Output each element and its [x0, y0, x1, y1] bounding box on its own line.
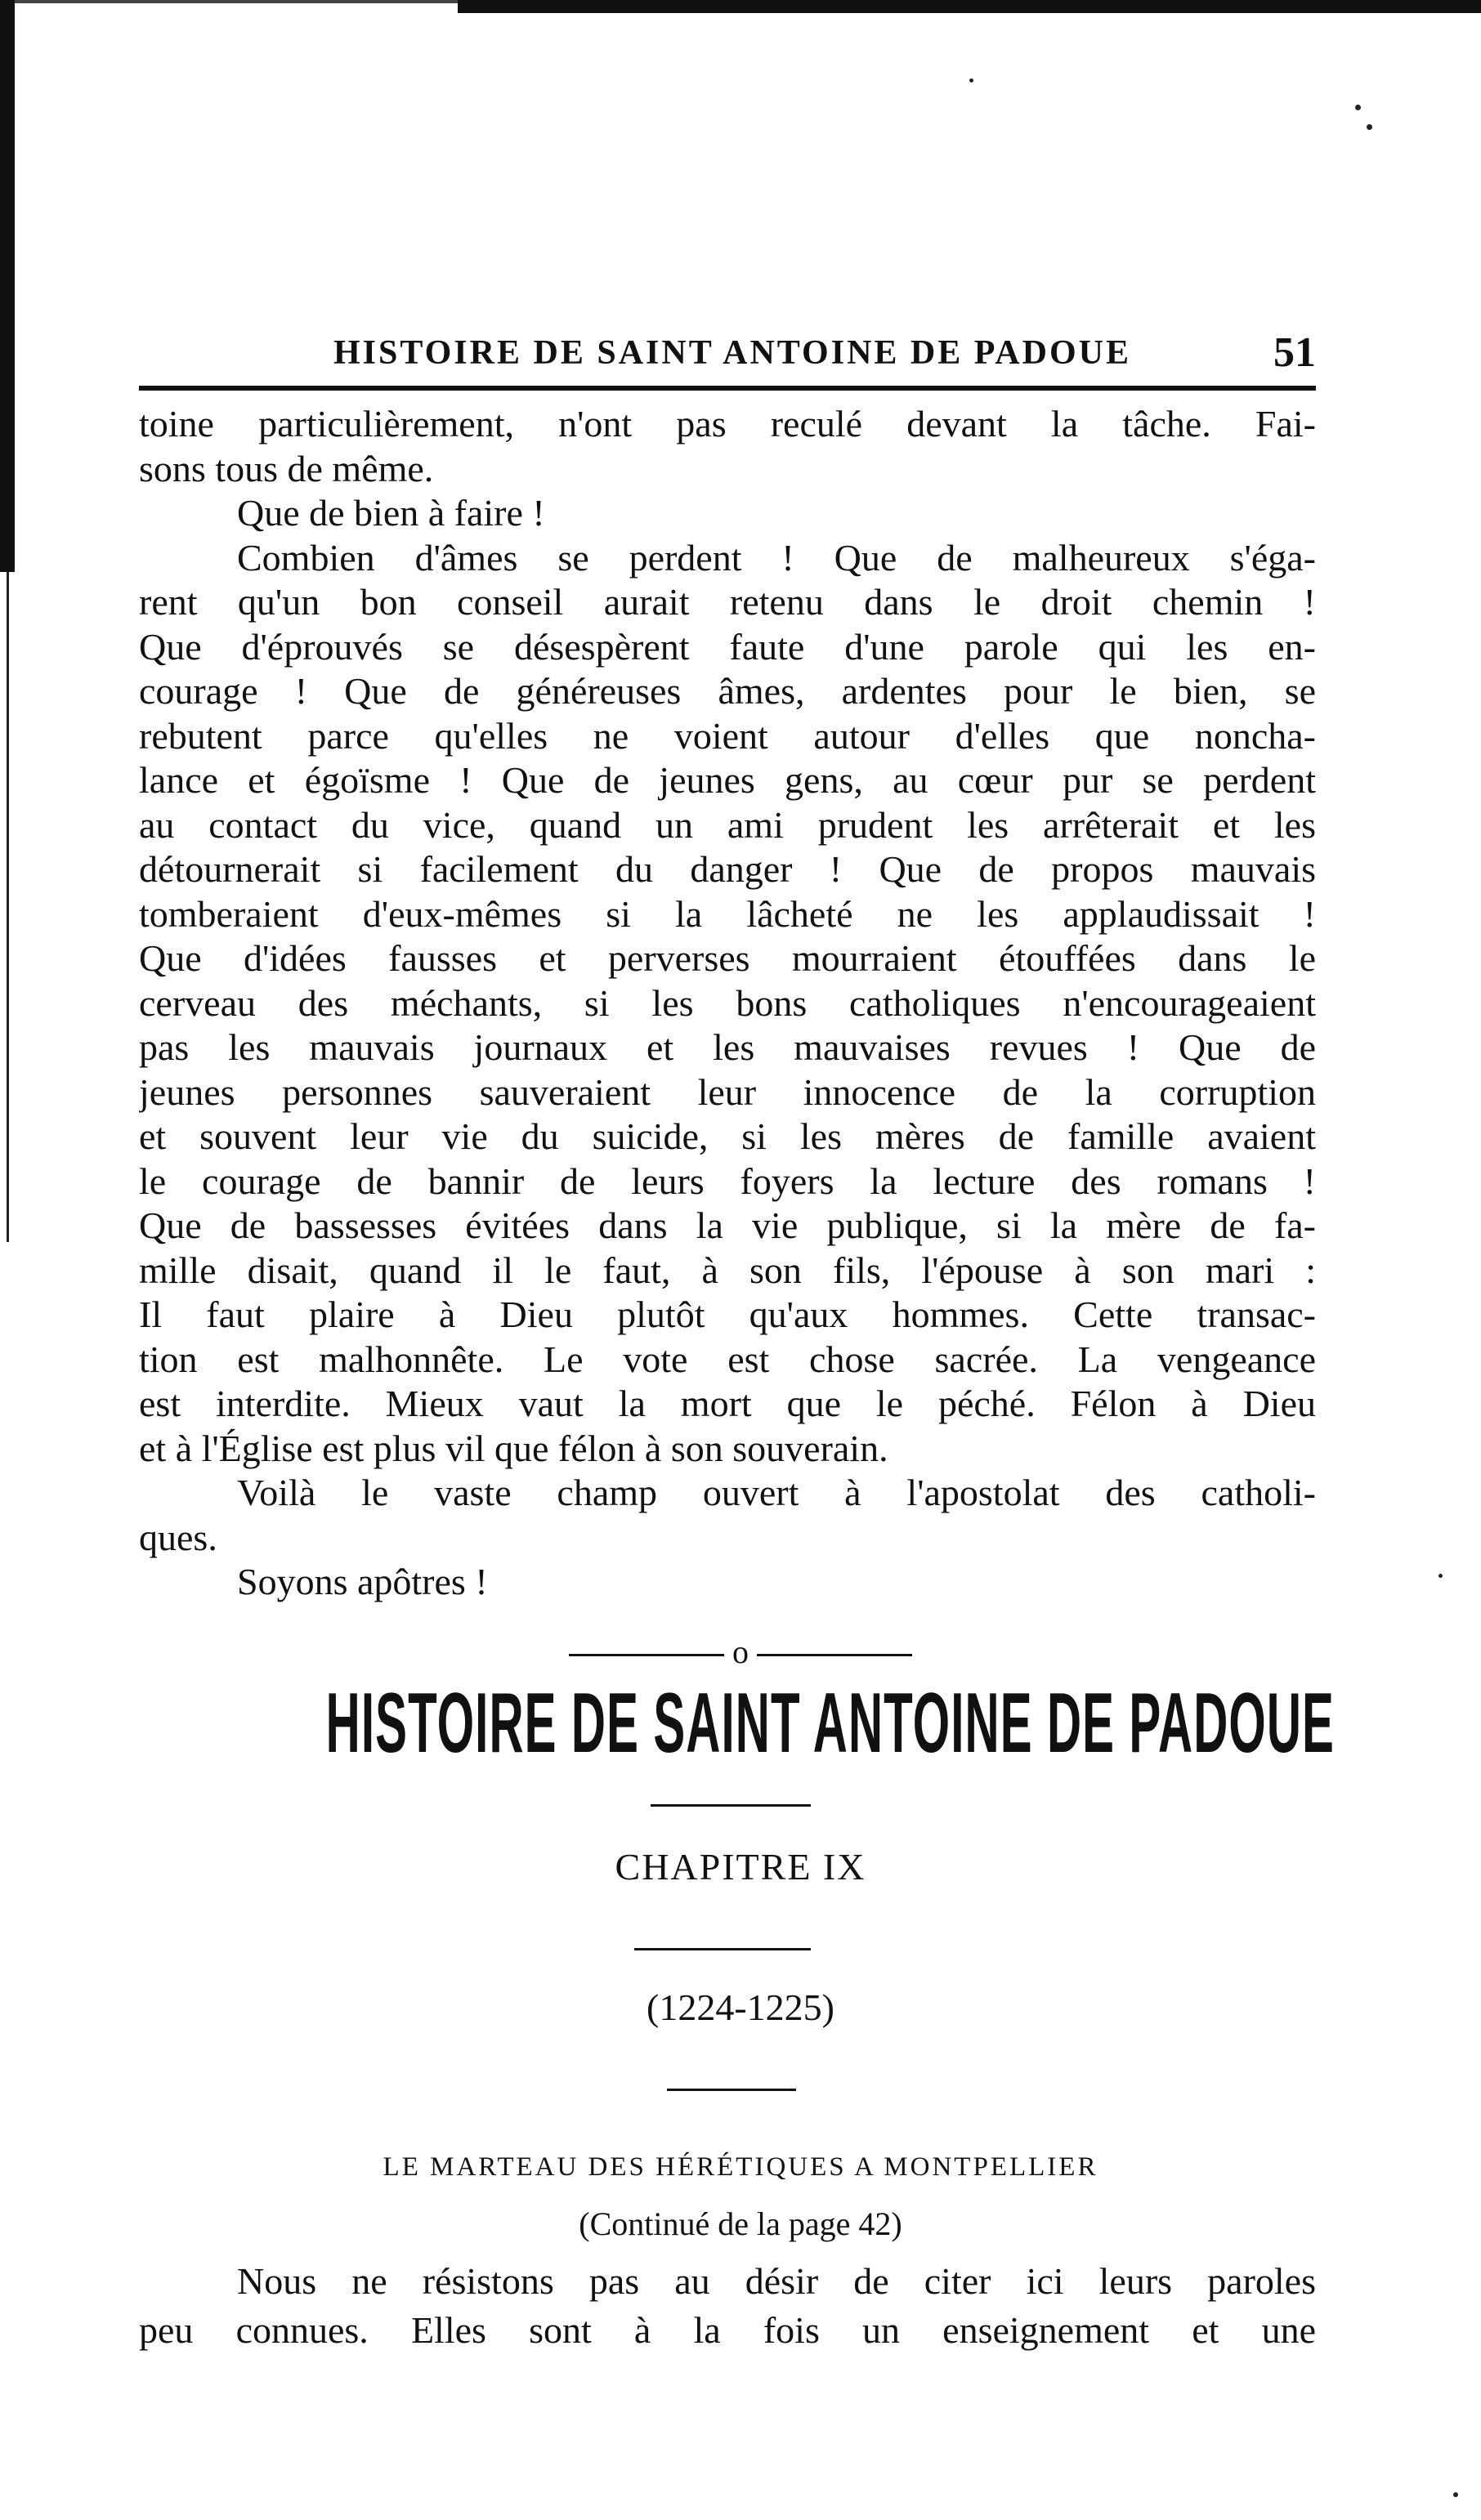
text-line: Que d'éprouvés se désespèrent faute d'une parole qui les en-	[139, 625, 1316, 668]
divider-rule	[667, 2089, 796, 2091]
text-line: jeunes personnes sauveraient leur innocence de la corruption	[139, 1070, 1316, 1113]
body-text	[139, 402, 1316, 1605]
chapter-dates: (1224-1225)	[647, 1986, 834, 2028]
section-title: LE MARTEAU DES HÉRÉTIQUES A MONTPELLIER	[383, 2152, 1098, 2182]
text-line: rent qu'un bon conseil aurait retenu dans le droit chemin !	[139, 581, 1316, 623]
text-line: lance et égoïsme ! Que de jeunes gens, au cœur pur se perdent	[139, 759, 1316, 801]
scan-border-left-lower	[7, 572, 9, 1242]
text-line: Voilà le vaste champ ouvert à l'apostolat des catholi-	[237, 1472, 1316, 1513]
text-line: toine particulièrement, n'ont pas reculé devant la tâche. Fai-	[139, 403, 1316, 445]
text-line: Que d'idées fausses et perverses mourraient étouffées dans le	[139, 937, 1316, 979]
text-line: Que de bassesses évitées dans la vie publique, si la mère de fa-	[139, 1204, 1316, 1246]
text-line: Que de bien à faire !	[237, 492, 545, 534]
text-line: peu connues. Elles sont à la fois un enseignement et une	[139, 2309, 1316, 2351]
continuation-note: (Continué de la page 42)	[579, 2205, 902, 2242]
ink-speck	[1367, 124, 1372, 130]
running-title: HISTOIRE DE SAINT ANTOINE DE PADOUE	[333, 334, 1131, 372]
scan-border-left	[0, 0, 15, 572]
separator-dash	[569, 1654, 724, 1656]
ink-speck	[1453, 2492, 1458, 2497]
text-line: mille disait, quand il le faut, à son fils, l'épouse à son mari :	[139, 1249, 1316, 1291]
header-rule	[139, 386, 1316, 391]
text-line: et souvent leur vie du suicide, si les mères de famille avaient	[139, 1115, 1316, 1157]
divider-rule	[651, 1804, 811, 1807]
scan-border-top-left	[0, 0, 458, 3]
chapter-text	[139, 2257, 1316, 2355]
text-line: sons tous de même.	[139, 447, 434, 489]
text-line: Il faut plaire à Dieu plutôt qu'aux hommes. Cette transac-	[139, 1294, 1316, 1335]
separator-mark: o	[732, 1633, 749, 1670]
text-line: ques.	[139, 1516, 217, 1558]
text-line: pas les mauvais journaux et les mauvaises revues ! Que de	[139, 1026, 1316, 1068]
section-separator	[0, 1633, 1481, 1671]
ink-speck	[1438, 1574, 1443, 1578]
text-line: cerveau des méchants, si les bons catholiques n'encourageaient	[139, 981, 1316, 1024]
separator-dash	[757, 1654, 912, 1656]
text-line: Soyons apôtres !	[237, 1561, 488, 1602]
page-number: 51	[1273, 329, 1316, 376]
chapter-label: CHAPITRE IX	[615, 1846, 866, 1888]
text-line: Combien d'âmes se perdent ! Que de malheureux s'éga-	[237, 536, 1316, 579]
text-line: tomberaient d'eux-mêmes si la lâcheté ne les applaudissait !	[139, 892, 1316, 935]
text-line: détournerait si facilement du danger ! Que de propos mauvais	[139, 848, 1316, 890]
running-header	[139, 328, 1316, 386]
ink-speck	[1355, 105, 1361, 110]
text-line: courage ! Que de généreuses âmes, ardentes pour le bien, se	[139, 670, 1316, 712]
chapter-heading: HISTOIRE DE SAINT ANTOINE DE PADOUE	[325, 1676, 1335, 1771]
divider-rule	[634, 1948, 811, 1950]
text-line: est interdite. Mieux vaut la mort que le péché. Félon à Dieu	[139, 1383, 1316, 1424]
text-line: rebutent parce qu'elles ne voient autour d'elles que noncha-	[139, 714, 1316, 757]
text-line: au contact du vice, quand un ami prudent les arrêterait et les	[139, 803, 1316, 846]
text-line: et à l'Église est plus vil que félon à son souverain.	[139, 1427, 888, 1469]
text-line: le courage de bannir de leurs foyers la lecture des romans !	[139, 1159, 1316, 1202]
ink-speck	[969, 78, 973, 83]
scan-border-top	[458, 0, 1481, 13]
text-line: tion est malhonnête. Le vote est chose sacrée. La vengeance	[139, 1338, 1316, 1380]
text-line: Nous ne résistons pas au désir de citer ici leurs paroles	[237, 2260, 1316, 2302]
